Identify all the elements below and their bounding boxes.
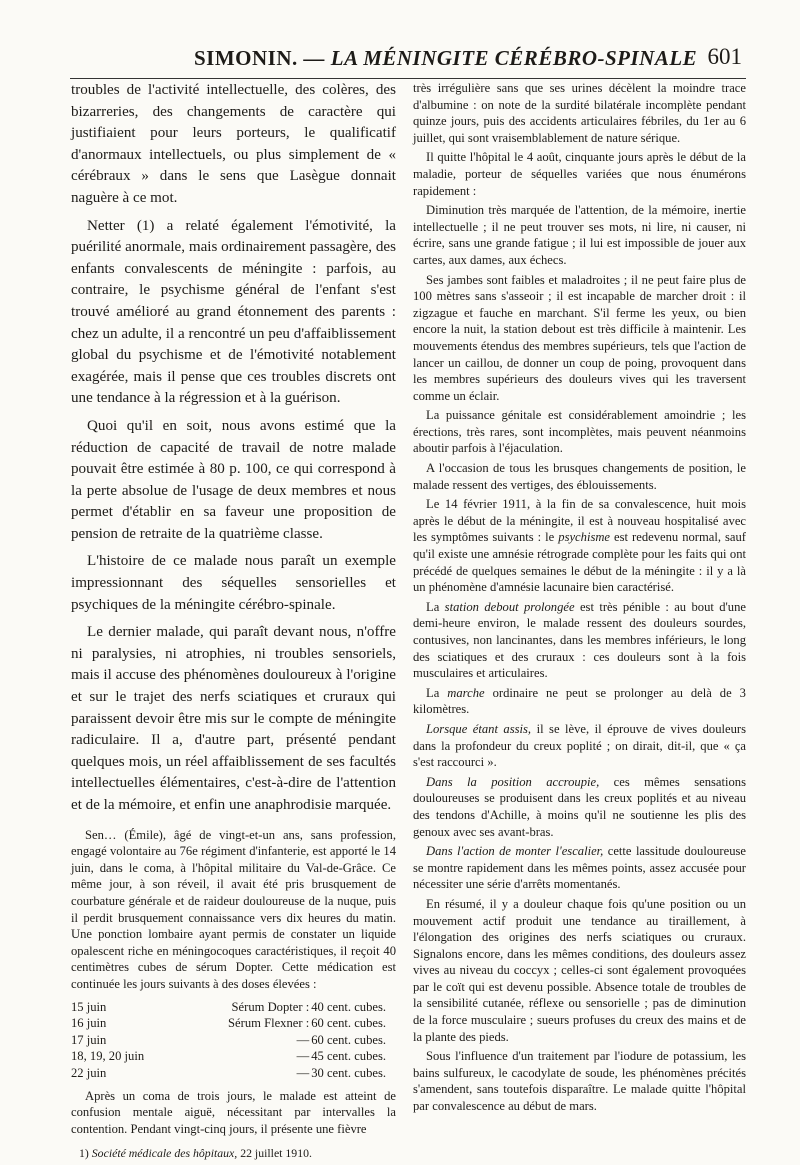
paragraph: Sous l'influence d'un traitement par l'iodure de potassium, les bains sulfureux, le cacodylate de soude, les phénomènes précités s'amendent, sans toutefois disparaître. Le malade quitte l'hôpital par convalescence au début de mars. xyxy=(413,1049,746,1114)
paragraph: L'histoire de ce malade nous paraît un exemple impressionnant des séquelles sensorielles et psychiques de la méningite cérébro-spinale. xyxy=(71,553,396,613)
paragraph xyxy=(413,599,746,682)
paragraph: troubles de l'activité intellectuelle, des colères, des bizarreries, des changements de caractère qui justifiaient pour leurs porteurs, le qualificatif d'anormaux intellectuels, ou plus simplement de « cérébraux » dans le sens que Lasègue donnait naguère à ce mot. xyxy=(71,82,396,206)
paragraph: Netter (1) a relaté également l'émotivité, la puérilité anormale, mais ordinairement passagère, des enfants convalescents de méningite : parfois, au contraire, le psychisme général de l'enfant s'est trouvé amélioré au grand étonnement des parents : chez un adulte, il a rencontré un peu d'affaiblissement global du psychisme et de l'émotivité notablement exagérée, mais il pense que ces troubles discrets ont une tendance à la régression et à la guérison. xyxy=(71,217,396,407)
paragraph: Il quitte l'hôpital le 4 août, cinquante jours après le début de la maladie, porteur de séquelles variées que nous énumérons rapidement : xyxy=(413,150,746,198)
header-subject: LA MÉNINGITE CÉRÉBRO-SPINALE xyxy=(330,46,698,70)
dose-serum: Sérum Dopter : xyxy=(231,999,310,1014)
paragraph xyxy=(413,685,746,718)
text-run: La xyxy=(426,599,440,614)
dose-table xyxy=(71,999,396,1082)
case-followup: Après un coma de trois jours, le malade est atteint de confusion mentale aiguë, nécessitant par intervalles la contention. Pendant vingt-cinq jours, il présente une fièvre xyxy=(71,1088,396,1136)
header-title xyxy=(194,46,697,71)
text-run: ces mêmes sensations douloureuses se produisent dans les creux poplités et au niveau des tendons d'Achille, à moins qu'il ne soutienne les plis des genoux avec ses avant-bras. xyxy=(413,774,746,839)
dose-amount: 60 cent. cubes. xyxy=(311,1016,387,1031)
left-column xyxy=(71,80,396,1165)
header-dash: — xyxy=(303,46,326,70)
italic-term: psychisme xyxy=(558,530,611,545)
dose-date: 16 juin xyxy=(71,1016,107,1031)
dose-date: 18, 19, 20 juin xyxy=(71,1049,145,1064)
footnote-marker: 1) xyxy=(79,1146,89,1161)
paragraph: Ses jambes sont faibles et maladroites ; il ne peut faire plus de 100 mètres sans s'asseoir ; il est incapable de marcher droit : il zigzague et fauche en marchant. S'il ferme les yeux, ou bien encore la nuit, la station debout est très difficile à maintenir. Les mouvements étendus des membres supérieurs, tels que l'action de lancer un caillou, de donner un coup de poing, provoquent dans les membres supérieurs des douleurs vives qui les traversent comme un éclair. xyxy=(413,272,746,403)
footnote-journal: Société médicale des hôpitaux, xyxy=(91,1146,238,1161)
text-run: La xyxy=(426,685,440,700)
italic-term: Dans la position accroupie, xyxy=(426,774,600,789)
text-run: il se lève, il éprouve de vives douleurs dans la profondeur du creux poplité ; on dirait, dit-il, que « ça s'est raccourci ». xyxy=(413,721,746,770)
dose-serum: — xyxy=(296,1032,310,1047)
dose-amount: 60 cent. cubes. xyxy=(311,1032,387,1047)
paragraph xyxy=(413,496,746,596)
text-run: ordinaire ne peut se prolonger au delà de 3 kilomètres. xyxy=(413,685,746,717)
right-column xyxy=(413,80,746,1118)
text-run: est très pénible : au bout d'une demi-heure environ, le malade ressent des douleurs sourdes, contusives, non lancinantes, dans les membres inférieurs, le long des sciatiques et des cruraux : ces douleurs sont à la fois musculaires et articulaires. xyxy=(413,599,746,681)
page-number: 601 xyxy=(707,44,742,69)
running-header xyxy=(70,44,746,79)
table-row xyxy=(71,1032,396,1049)
dose-serum: — xyxy=(296,1065,310,1080)
dose-amount: 40 cent. cubes. xyxy=(311,999,387,1014)
table-row xyxy=(71,1065,396,1082)
italic-term: station debout prolongée xyxy=(444,599,575,614)
italic-term: Lorsque étant assis, xyxy=(426,721,532,736)
italic-term: Dans l'action de monter l'escalier, xyxy=(426,844,604,859)
paragraph xyxy=(413,774,746,840)
paragraph: Quoi qu'il en soit, nous avons estimé que la réduction de capacité de travail de notre malade pouvait être estimée à 80 p. 100, ce qui correspond à la perte absolue de l'usage de deux membres et nous permet d'établir en sa faveur une proposition de pension de retraite de la quatrième classe. xyxy=(71,417,396,542)
italic-term: marche xyxy=(447,685,485,700)
case-intro: Sen… (Émile), âgé de vingt-et-un ans, sans profession, engagé volontaire au 76e régiment d'infanterie, est apporté le 14 juin, dans le coma, à l'hôpital militaire du Val-de-Grâce. Ce même jour, à son réveil, il avait été pris brusquement de courbature générale et de raideur douloureuse de la nuque, puis il perdit brusquement connaissance vers dix heures du matin. Une ponction lombaire ayant permis de constater un liquide opalescent riche en méningocoques caractéristiques, il reçoit 40 centimètres cubes de sérum Dopter. Cette médication est continuée les jours suivants à des doses élevées : xyxy=(71,827,396,991)
text-run: est redevenu normal, sauf qu'il existe une amnésie rétrograde complète pour les faits qui ont précédé de quelques semaines le début de la méningite : il y a là un phénomène d'amnésie lacunaire bien caractérisé. xyxy=(413,530,747,595)
dose-date: 17 juin xyxy=(71,1032,107,1047)
paragraph xyxy=(413,721,746,771)
paragraph xyxy=(413,843,746,893)
dose-date: 22 juin xyxy=(71,1065,107,1080)
paragraph: Diminution très marquée de l'attention, de la mémoire, inertie intellectuelle ; il ne peut trouver ses mots, ni lire, ni causer, ni écrire, sans une grande fatigue ; il lui est impossible de jouer aux cartes, aux dames, aux échecs. xyxy=(413,203,746,267)
dose-date: 15 juin xyxy=(71,999,107,1014)
paragraph: Le dernier malade, qui paraît devant nous, n'offre ni paralysies, ni atrophies, ni troubles sensoriels, mais il accuse des phénomènes douloureux à l'origine et sur le trajet des nerfs sciatiques et cruraux qui paraissent devoir être mis sur le compte de méningite radiculaire. Il a, d'autre part, présenté pendant quelques mois, un réel affaiblissement de ses facultés intellectuelles élémentaires, c'est-à-dire de l'attention et de la mémoire, et enfin une anaphrodisie marquée. xyxy=(71,624,396,813)
dose-serum: — xyxy=(296,1049,310,1064)
dose-amount: 30 cent. cubes. xyxy=(311,1065,387,1080)
footnote xyxy=(71,1143,396,1165)
table-row xyxy=(71,999,396,1016)
header-author: SIMONIN. xyxy=(194,46,298,70)
dose-serum: Sérum Flexner : xyxy=(228,1016,310,1031)
dose-amount: 45 cent. cubes. xyxy=(311,1049,387,1064)
text-run: cette lassitude douloureuse se montre rapidement dans les mêmes points, assez accusée pour nécessiter une série d'arrêts momentanés. xyxy=(413,844,746,892)
paragraph: A l'occasion de tous les brusques changements de position, le malade ressent des vertiges, des éblouissements. xyxy=(413,461,746,492)
paragraph: En résumé, il y a douleur chaque fois qu'une position ou un mouvement actif produit une tendance au tiraillement, à l'élongation des origines des nerfs sciatiques ou cruraux. Signalons encore, dans les mêmes conditions, des douleurs assez vives au niveau du coccyx ; celles-ci sont également provoquées par le coït qui est devenu possible. Absence totale de troubles de la sensibilité cutanée, réflexe ou sensorielle ; pas de diminution de la force musculaire ; sueurs profuses du creux des mains et de la plante des pieds. xyxy=(413,896,746,1044)
text-run: Le 14 février 1911, à la fin de sa convalescence, huit mois après le début de la méningite, il est à nouveau hospitalisé avec les symptômes suivants : le xyxy=(413,497,746,545)
footnote-date: 22 juillet 1910. xyxy=(240,1146,312,1161)
paragraph: La puissance génitale est considérablement amoindrie ; les érections, très rares, sont incomplètes, mais peuvent néanmoins aboutir parfois à l'éjaculation. xyxy=(413,408,746,456)
table-row xyxy=(71,1015,396,1032)
paragraph: très irrégulière sans que ses urines décèlent la moindre trace d'albumine : on note de la surdité bilatérale incomplète pendant quinze jours, puis des accidents articulaires fébriles, du 1er au 6 juillet, qui sont vraisemblablement de nature sérique. xyxy=(413,81,746,145)
case-report xyxy=(71,827,396,1138)
table-row xyxy=(71,1048,396,1065)
